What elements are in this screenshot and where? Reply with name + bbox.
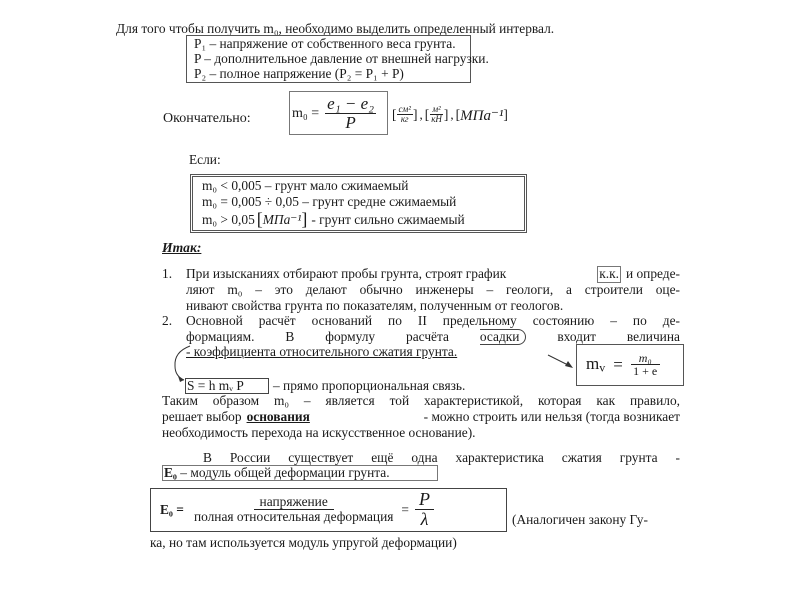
condition-medium: m₀ = 0,005 ÷ 0,05 – грунт средне сжимаемый xyxy=(202,194,457,209)
kk-boxed: к.к. xyxy=(599,266,619,281)
item-1-line-2: ляют m₀ – это делают обычно инженеры – геологи, а строители оце- xyxy=(186,282,680,297)
item-1-line-1-end: и опреде- xyxy=(625,266,680,281)
e0-formula xyxy=(160,490,434,530)
russia-line: В России существует ещё одна характеристика сжатия грунта - xyxy=(203,450,680,465)
unit-m2: м² xyxy=(432,103,441,114)
item-1-line-1 xyxy=(186,266,680,283)
item-2-line-1: Основной расчёт оснований по II предельному состоянию – по де- xyxy=(186,313,680,328)
item-1-number: 1. xyxy=(162,266,173,281)
unit-mpa: МПа⁻¹ xyxy=(460,107,504,124)
word-quantity: величина xyxy=(626,329,680,344)
curved-arrow-line xyxy=(175,346,190,380)
unit-sep-1: , xyxy=(419,107,423,122)
e0-den2: λ xyxy=(420,509,429,530)
word-formula: формулу xyxy=(325,329,376,344)
summary-heading: Итак: xyxy=(162,240,202,255)
item-2-line-3: - коэффициента относительного сжатия грунта. xyxy=(186,344,458,359)
definition-p1: P₁ – напряжение от собственного веса грунта. xyxy=(194,36,456,51)
e0-denominator: полная относительная деформация xyxy=(193,509,394,525)
mv-denominator: 1 + e xyxy=(633,364,658,379)
para-line-2-end: - можно строить или нельзя (тогда возникает xyxy=(423,409,680,424)
unit-sep-2: , xyxy=(450,107,454,122)
m0-lhs: m₀ = xyxy=(292,106,320,121)
hooke-note-1: (Аналогичен закону Гу- xyxy=(512,512,648,527)
s-formula-note: – прямо пропорциональная связь. xyxy=(273,378,466,393)
curved-arrow-head xyxy=(178,376,184,382)
word-deformations: формациям. xyxy=(186,329,255,344)
condition-high: m₀ > 0,05 [ МПа⁻¹ ] - грунт сильно сжимаемый xyxy=(202,209,465,229)
e0-definition xyxy=(164,465,390,481)
word-v: В xyxy=(285,329,295,344)
condition-low: m₀ < 0,005 – грунт мало сжимаемый xyxy=(202,178,409,193)
word-settlement-circled: осадки xyxy=(480,329,527,345)
m0-formula xyxy=(292,96,376,132)
mv-lhs: $m_v$ xyxy=(586,354,606,375)
para-line-2 xyxy=(162,409,680,425)
m0-numerator: e₁ − e₂ xyxy=(327,94,375,114)
unit-kn: кН xyxy=(431,114,442,125)
mv-numerator: m₀ xyxy=(631,352,660,366)
unit-cm2: см² xyxy=(398,103,411,114)
unit-kg: кг xyxy=(400,114,409,125)
e0-equals: = xyxy=(401,502,409,517)
condition-high-unit: МПа⁻¹ xyxy=(262,211,302,227)
if-label: Если: xyxy=(189,152,221,167)
para-line-3: необходимость перехода на искусственное основание). xyxy=(162,425,476,440)
condition-high-prefix: m₀ > 0,05 xyxy=(202,211,255,227)
item-1-line-3: нивают свойства грунта по показателям, полученным от геологов. xyxy=(186,298,564,313)
e0-symbol: E₀ xyxy=(164,465,177,480)
condition-high-suffix: - грунт сильно сжимаемый xyxy=(311,211,465,227)
e0-num2: P xyxy=(415,490,434,510)
hooke-note-2: ка, но там используется модуль упругой деформации) xyxy=(150,535,457,550)
s-formula: S = h mᵥ P xyxy=(187,378,244,393)
word-calculation: расчёта xyxy=(406,329,449,344)
m0-denominator: P xyxy=(345,113,356,133)
e0-definition-text: – модуль общей деформации грунта. xyxy=(176,465,390,480)
e0-lhs: E₀ = xyxy=(160,502,184,517)
word-enters: входит xyxy=(557,329,596,344)
e0-numerator: напряжение xyxy=(254,495,334,510)
intro-text: Для того чтобы получить m₀, необходимо выделить определенный интервал. xyxy=(116,21,555,36)
mv-equals: = xyxy=(613,355,623,374)
item-2-number: 2. xyxy=(162,313,173,328)
para-line-1: Таким образом m₀ – является той характеристикой, которая как правило, xyxy=(162,393,680,408)
m0-units: [ $\frac{\text{см²}}{кг}$ ] , [ $\frac{\text{м²}}{кН}$ ] , [ МПа⁻¹ ] xyxy=(392,103,508,125)
final-label: Окончательно: xyxy=(163,111,251,126)
mv-formula xyxy=(586,348,660,382)
definition-p: P – дополнительное давление от внешней нагрузки. xyxy=(194,51,489,66)
bold-foundation: основания xyxy=(246,409,310,424)
definition-p2: P₂ – полное напряжение (P₂ = P₁ + P) xyxy=(194,66,404,81)
para-line-2-start: решает выбор xyxy=(162,409,242,424)
mv-arrow-head xyxy=(565,361,573,368)
item-1-line-1-text: При изысканиях отбирают пробы грунта, строят график xyxy=(186,266,507,281)
